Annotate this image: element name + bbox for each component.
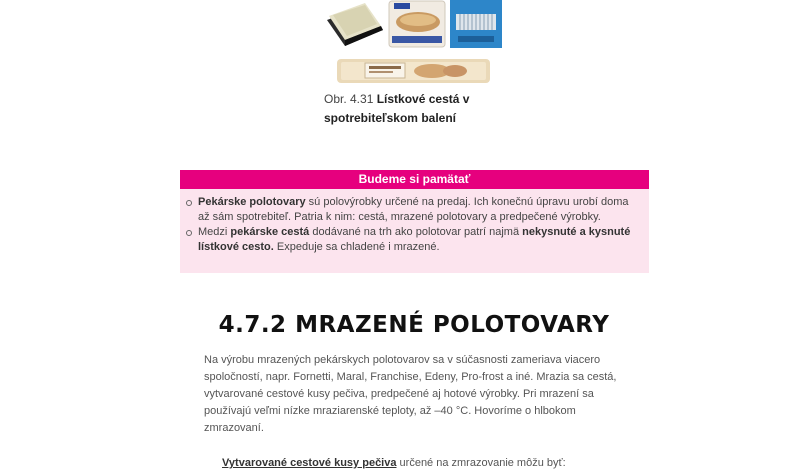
section-paragraph: Na výrobu mrazených pekárskych polotovarov sa v súčasnosti zameriava viacero spoločností, napr. Fornetti, Maral, Franchise, Edeny, Pro-frost a iné. Mrazia sa cestá, vytvarované cestové kusy pečiva, predpečené aj hotové výrobky. Pri mrazení sa používajú veľmi nízke mraziarenské teploty, až –40 °C. Hovoríme o hlbokom zmrazovaní.	[204, 354, 617, 434]
pastry-package-image	[388, 0, 446, 48]
remember-item	[198, 195, 649, 225]
remember-item-bold: pekárske cestá	[230, 226, 310, 238]
product-images	[0, 0, 800, 90]
remember-item-text: Expeduje sa chladené i mrazené.	[273, 241, 440, 253]
remember-box	[180, 170, 649, 273]
blue-pastry-package-image	[450, 0, 502, 48]
remember-box-header: Budeme si pamätať	[180, 170, 649, 189]
figure-caption	[324, 90, 504, 128]
remember-item	[198, 225, 649, 255]
figure-title: Lístkové cestá v spotrebiteľskom balení	[324, 92, 470, 125]
puff-pastry-sheets-image	[325, 0, 385, 52]
remember-item-bold: nekysnuté a kysnuté lístkové cesto.	[198, 226, 631, 253]
remember-item-text: dodávané na trh ako polotovar patrí najmä	[309, 226, 523, 238]
figure-number: Obr. 4.31	[324, 92, 374, 106]
remember-item-bold: Pekárske polotovary	[198, 196, 306, 208]
next-paragraph-bold: Vytvarované cestové kusy pečiva	[222, 457, 397, 469]
section-heading: 4.7.2 MRAZENÉ POLOTOVARY	[218, 312, 610, 338]
remember-item-text: Medzi	[198, 226, 231, 238]
remember-item-text: sú polovýrobky určené na predaj. Ich konečnú úpravu urobí doma až sám spotrebiteľ. Patria k nim: cestá, mrazené polotovary a predpečené výrobky.	[198, 196, 629, 223]
next-paragraph	[222, 455, 622, 472]
puff-pastry-roll-image	[337, 57, 490, 85]
next-paragraph-text: určené na zmrazovanie môžu byť:	[396, 457, 566, 469]
remember-list	[180, 195, 649, 255]
